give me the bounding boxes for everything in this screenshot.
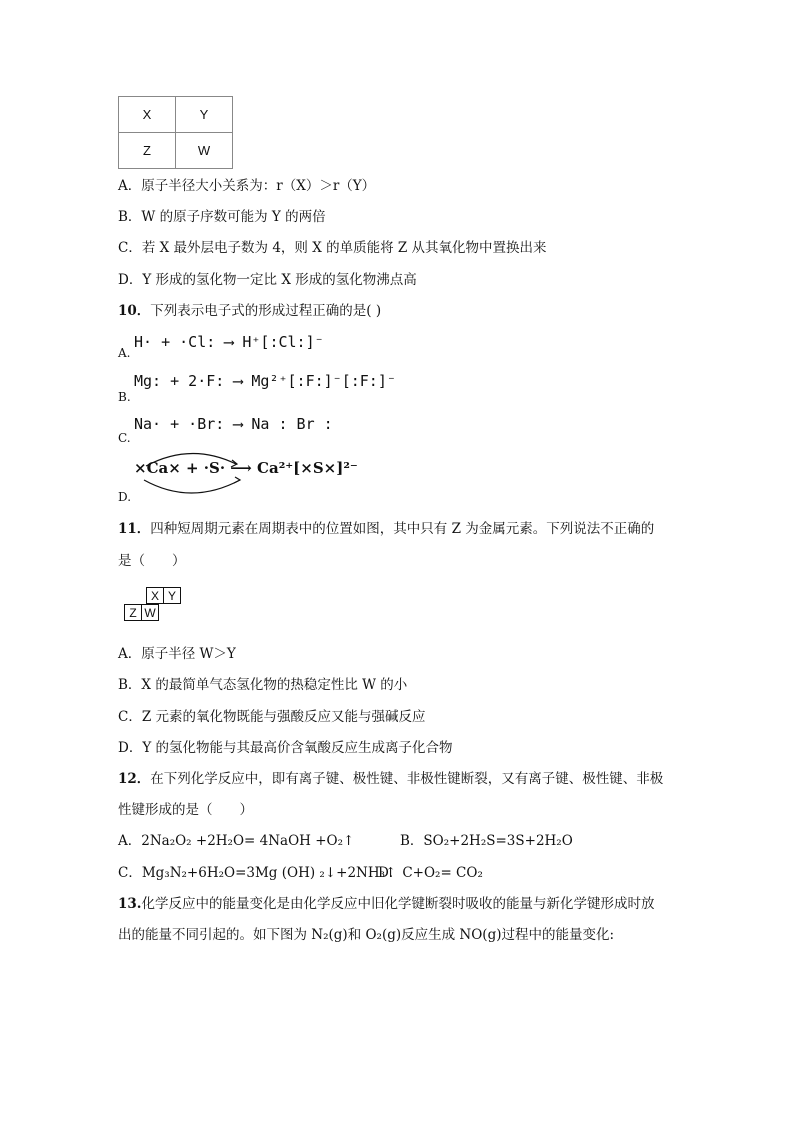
table-cell: X: [119, 97, 176, 133]
table-cell: Z: [119, 133, 176, 169]
q12-option-d: D．C+O₂= CO₂: [378, 865, 483, 881]
q9-option-d: D．Y 形成的氢化物一定比 X 形成的氢化物沸点高: [118, 272, 417, 288]
q10-stem: 10．下列表示电子式的形成过程正确的是( ): [118, 303, 382, 319]
q11-option-a: A．原子半径 W＞Y: [118, 646, 236, 662]
q9-option-a: A．原子半径大小关系为：r（X）＞r（Y）: [118, 178, 376, 194]
q9-option-b: B．W 的原子序数可能为 Y 的两倍: [118, 209, 326, 225]
q12-option-c: C．Mg₃N₂+6H₂O=3Mg (OH) ₂↓+2NH₃↑: [118, 865, 397, 881]
electron-transfer-arrow-icon: [136, 448, 266, 498]
table-cell: Z: [125, 605, 142, 621]
table-cell: Y: [164, 588, 181, 604]
q12-option-b: B．SO₂+2H₂S=3S+2H₂O: [400, 833, 573, 849]
q11-option-c: C．Z 元素的氧化物既能与强酸反应又能与强碱反应: [118, 709, 426, 725]
q10-option-b-label: B.: [118, 390, 131, 404]
q10-option-d-formula: ×Ca× + ·S· ⟶ Ca²⁺[×S×]²⁻: [134, 459, 358, 477]
q10-option-b-formula: Mg: + 2·F: ⟶ Mg²⁺[:F:]⁻[:F:]⁻: [134, 372, 396, 390]
q10-option-a-formula: H· + ·Cl: ⟶ H⁺[:Cl:]⁻: [134, 333, 324, 351]
q12-stem-line2: 性键形成的是（ ）: [118, 802, 253, 818]
element-position-table: [118, 96, 233, 169]
q11-table-bottom: [124, 604, 159, 621]
q10-option-c-formula: Na· + ·Br: ⟶ Na : Br :: [134, 415, 333, 433]
table-cell: Y: [176, 97, 233, 133]
q10-option-c-label: C.: [118, 431, 131, 445]
q13-line2: 出的能量不同引起的。如下图为 N₂(g)和 O₂(g)反应生成 NO(g)过程中的能量变化:: [118, 927, 615, 943]
q11-option-b: B．X 的最简单气态氢化物的热稳定性比 W 的小: [118, 677, 408, 693]
q12-stem-line1: 12．在下列化学反应中，即有离子键、极性键、非极性键断裂，又有离子键、极性键、非极: [118, 771, 664, 787]
q13-line1: 13.化学反应中的能量变化是由化学反应中旧化学键断裂时吸收的能量与新化学键形成时放: [118, 896, 655, 912]
q11-stem-line2: 是（ ）: [118, 553, 186, 569]
q10-option-d-label: D.: [118, 490, 132, 504]
q11-table-top: [146, 587, 181, 604]
table-cell: X: [147, 588, 164, 604]
q12-option-a: A．2Na₂O₂ +2H₂O= 4NaOH +O₂↑: [118, 833, 355, 849]
q11-stem-line1: 11．四种短周期元素在周期表中的位置如图，其中只有 Z 为金属元素。下列说法不正确的: [118, 521, 655, 537]
q11-option-d: D．Y 的氢化物能与其最高价含氧酸反应生成离子化合物: [118, 740, 453, 756]
q9-option-c: C．若 X 最外层电子数为 4，则 X 的单质能将 Z 从其氧化物中置换出来: [118, 240, 547, 256]
table-cell: W: [142, 605, 159, 621]
q10-option-a-label: A.: [118, 346, 131, 360]
table-cell: W: [176, 133, 233, 169]
